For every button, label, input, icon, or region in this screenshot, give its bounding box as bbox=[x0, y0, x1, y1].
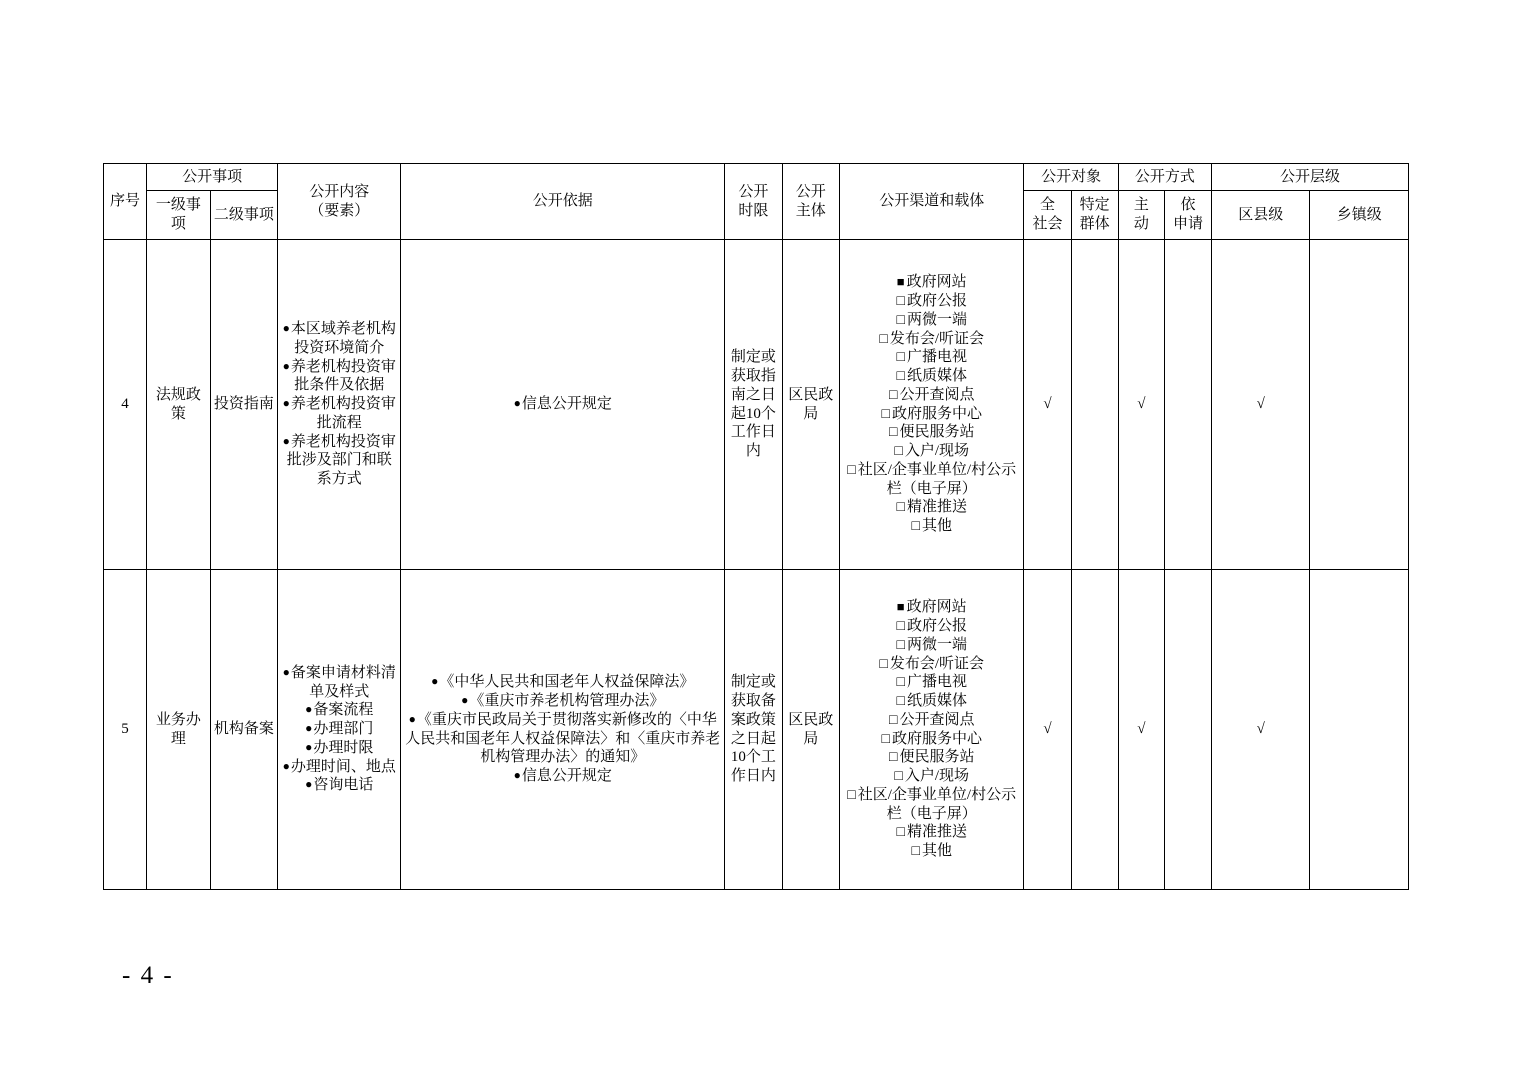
header-all-society bbox=[1024, 191, 1071, 240]
header-group-mode: 公开方式 bbox=[1118, 164, 1211, 191]
header-subject-line2: 主体 bbox=[795, 202, 826, 219]
cell-mode-active: √ bbox=[1118, 240, 1164, 570]
content-item: ● 办理时限 bbox=[281, 739, 397, 758]
content-item: ● 办理时间、地点 bbox=[281, 758, 397, 777]
channel-option[interactable]: □ 便民服务站 bbox=[843, 748, 1021, 767]
channel-option[interactable]: □ 便民服务站 bbox=[843, 423, 1021, 442]
header-seq bbox=[104, 164, 147, 240]
cell-disclosure-channels bbox=[839, 240, 1024, 570]
channel-option[interactable]: □ 社区/企事业单位/村公示栏（电子屏） bbox=[843, 461, 1021, 499]
header-time-limit-line1: 公开 bbox=[738, 183, 769, 200]
content-item: ● 备案申请材料清单及样式 bbox=[281, 664, 397, 702]
header-group-object: 公开对象 bbox=[1024, 164, 1118, 191]
content-item: ● 办理部门 bbox=[281, 720, 397, 739]
header-time-limit bbox=[725, 164, 782, 240]
cell-time-limit: 制定或获取备案政策之日起10个工作日内 bbox=[725, 570, 782, 890]
cell-disclosure-subject: 区民政局 bbox=[782, 240, 839, 570]
cell-disclosure-basis bbox=[401, 240, 725, 570]
header-on-request-line2: 申请 bbox=[1172, 216, 1203, 232]
channel-option[interactable]: □ 政府服务中心 bbox=[843, 730, 1021, 749]
header-level1 bbox=[147, 191, 211, 240]
content-item: ● 养老机构投资审批条件及依据 bbox=[281, 358, 397, 396]
header-all-society-line2: 社会 bbox=[1032, 216, 1063, 232]
header-level2-label: 二级事项 bbox=[213, 206, 274, 223]
header-town: 乡镇级 bbox=[1310, 191, 1409, 240]
header-subject bbox=[782, 164, 839, 240]
cell-level-town bbox=[1310, 240, 1409, 570]
header-specific-group-line2: 群体 bbox=[1079, 216, 1110, 232]
table-header-row-top bbox=[104, 164, 1409, 191]
basis-item: ● 信息公开规定 bbox=[404, 767, 721, 786]
cell-level2-item: 投资指南 bbox=[210, 240, 278, 570]
cell-disclosure-channels bbox=[839, 570, 1024, 890]
header-subject-line1: 公开 bbox=[795, 183, 826, 200]
cell-mode-active: √ bbox=[1118, 570, 1164, 890]
header-basis: 公开依据 bbox=[401, 164, 725, 240]
basis-item: ● 《重庆市民政局关于贯彻落实新修改的〈中华人民共和国老年人权益保障法〉和〈重庆市养老机构管理办法〉的通知》 bbox=[404, 711, 721, 767]
header-group-level: 公开层级 bbox=[1212, 164, 1409, 191]
header-specific-group-line1: 特定 bbox=[1079, 197, 1110, 214]
channel-option[interactable]: □ 社区/企事业单位/村公示栏（电子屏） bbox=[843, 786, 1021, 824]
cell-object-specific-group bbox=[1071, 570, 1118, 890]
header-level1-label: 一级事项 bbox=[155, 197, 201, 232]
cell-sequence-number: 5 bbox=[104, 570, 147, 890]
header-content bbox=[278, 164, 401, 240]
information-disclosure-table bbox=[103, 163, 1409, 890]
header-group-items: 公开事项 bbox=[147, 164, 278, 191]
channel-option[interactable]: □ 精准推送 bbox=[843, 498, 1021, 517]
cell-object-specific-group bbox=[1071, 240, 1118, 570]
header-district: 区县级 bbox=[1212, 191, 1310, 240]
table-row bbox=[104, 240, 1409, 570]
cell-level1-item: 法规政策 bbox=[147, 240, 211, 570]
header-level2 bbox=[210, 191, 278, 240]
content-item: ● 养老机构投资审批流程 bbox=[281, 395, 397, 433]
cell-object-all-society: √ bbox=[1024, 570, 1071, 890]
header-active-line2: 动 bbox=[1133, 216, 1149, 232]
page-number: - 4 - bbox=[122, 962, 174, 989]
content-item: ● 咨询电话 bbox=[281, 776, 397, 795]
channel-option[interactable]: □ 广播电视 bbox=[843, 348, 1021, 367]
channel-option[interactable]: □ 政府服务中心 bbox=[843, 405, 1021, 424]
cell-disclosure-content bbox=[278, 240, 401, 570]
cell-level2-item: 机构备案 bbox=[210, 570, 278, 890]
cell-disclosure-subject: 区民政局 bbox=[782, 570, 839, 890]
header-active-line1: 主 bbox=[1133, 197, 1149, 214]
cell-time-limit: 制定或获取指南之日起10个工作日内 bbox=[725, 240, 782, 570]
channel-option[interactable]: □ 发布会/听证会 bbox=[843, 330, 1021, 349]
header-on-request bbox=[1164, 191, 1211, 240]
channel-option[interactable]: ■ 政府网站 bbox=[843, 598, 1021, 617]
cell-mode-on-request bbox=[1164, 570, 1211, 890]
channel-option[interactable]: □ 纸质媒体 bbox=[843, 367, 1021, 386]
header-content-line1: 公开内容 bbox=[309, 183, 370, 200]
channel-option[interactable]: □ 政府公报 bbox=[843, 292, 1021, 311]
channel-option[interactable]: □ 其他 bbox=[843, 842, 1021, 861]
cell-sequence-number: 4 bbox=[104, 240, 147, 570]
header-channel: 公开渠道和载体 bbox=[839, 164, 1024, 240]
header-seq-label: 序号 bbox=[110, 193, 141, 210]
channel-option[interactable]: □ 入户/现场 bbox=[843, 767, 1021, 786]
header-time-limit-line2: 时限 bbox=[738, 202, 769, 219]
channel-option[interactable]: □ 其他 bbox=[843, 517, 1021, 536]
header-content-line2: （要素） bbox=[309, 202, 370, 219]
table-body bbox=[104, 240, 1409, 890]
header-active bbox=[1118, 191, 1164, 240]
content-item: ● 养老机构投资审批涉及部门和联系方式 bbox=[281, 433, 397, 489]
channel-option[interactable]: ■ 政府网站 bbox=[843, 273, 1021, 292]
basis-item: ● 《中华人民共和国老年人权益保障法》 bbox=[404, 673, 721, 692]
cell-object-all-society: √ bbox=[1024, 240, 1071, 570]
header-on-request-line1: 依 bbox=[1180, 197, 1196, 214]
cell-level1-item: 业务办理 bbox=[147, 570, 211, 890]
content-item: ● 本区域养老机构投资环境简介 bbox=[281, 320, 397, 358]
cell-disclosure-basis bbox=[401, 570, 725, 890]
channel-option[interactable]: □ 两微一端 bbox=[843, 636, 1021, 655]
channel-option[interactable]: □ 两微一端 bbox=[843, 311, 1021, 330]
table-row bbox=[104, 570, 1409, 890]
header-specific-group bbox=[1071, 191, 1118, 240]
channel-option[interactable]: □ 纸质媒体 bbox=[843, 692, 1021, 711]
channel-option[interactable]: □ 广播电视 bbox=[843, 673, 1021, 692]
channel-option[interactable]: □ 入户/现场 bbox=[843, 442, 1021, 461]
cell-disclosure-content bbox=[278, 570, 401, 890]
cell-mode-on-request bbox=[1164, 240, 1211, 570]
header-all-society-line1: 全 bbox=[1040, 197, 1056, 214]
cell-level-district: √ bbox=[1212, 240, 1310, 570]
channel-option[interactable]: □ 精准推送 bbox=[843, 823, 1021, 842]
cell-level-district: √ bbox=[1212, 570, 1310, 890]
basis-item: ● 《重庆市养老机构管理办法》 bbox=[404, 692, 721, 711]
channel-option[interactable]: □ 政府公报 bbox=[843, 617, 1021, 636]
channel-option[interactable]: □ 公开查阅点 bbox=[843, 711, 1021, 730]
channel-option[interactable]: □ 公开查阅点 bbox=[843, 386, 1021, 405]
content-item: ● 备案流程 bbox=[281, 701, 397, 720]
basis-item: ● 信息公开规定 bbox=[404, 395, 721, 414]
channel-option[interactable]: □ 发布会/听证会 bbox=[843, 655, 1021, 674]
cell-level-town bbox=[1310, 570, 1409, 890]
